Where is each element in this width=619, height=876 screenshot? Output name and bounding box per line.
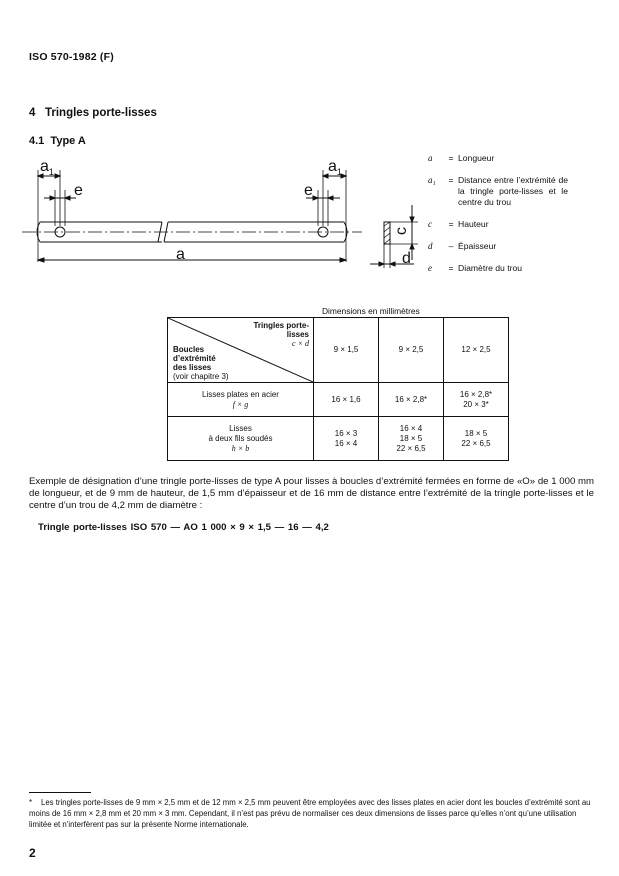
label-d: d	[402, 250, 411, 267]
column-header: 12 × 2,5	[444, 318, 509, 383]
table-cell	[379, 417, 444, 461]
legend-sign: =	[448, 175, 454, 185]
table-row	[168, 417, 509, 461]
legend-text: Épaisseur	[458, 241, 497, 251]
legend-symbol: a₁	[428, 175, 436, 185]
standard-reference: ISO 570-1982 (F)	[29, 51, 114, 63]
column-header: 9 × 2,5	[379, 318, 444, 383]
label-e-left: e	[74, 182, 83, 199]
legend-sign: =	[448, 153, 454, 163]
cell-value: 16 × 4	[334, 438, 358, 448]
column-header: 9 × 1,5	[314, 318, 379, 383]
cell-value: 16 × 2,8*	[394, 394, 428, 404]
corner-top-line: c × d	[292, 339, 309, 348]
legend-text: Hauteur	[458, 219, 489, 229]
legend-sign: =	[448, 219, 454, 229]
section-number: 4	[29, 107, 36, 119]
table-row	[168, 318, 509, 383]
legend-symbol: c	[428, 219, 432, 229]
section-title: Tringles porte-lisses	[45, 107, 157, 119]
table-cell	[379, 383, 444, 417]
corner-top-line: Tringles porte-	[253, 321, 309, 330]
table-cell	[444, 383, 509, 417]
legend-symbol: a	[428, 153, 433, 163]
corner-bottom-line: Boucles	[173, 345, 205, 354]
legend-row	[428, 219, 568, 230]
corner-bottom-line: d’extrémité	[173, 354, 216, 363]
row-label-line: h × b	[231, 443, 250, 453]
legend-text: Distance entre l’extrémité de la tringle porte-lisses et le centre du trou	[458, 175, 568, 207]
legend-row	[428, 153, 568, 164]
cell-value: 22 × 6,5	[396, 443, 426, 453]
label-a1-right: $a_1$	[328, 158, 342, 178]
cell-value: 16 × 4	[399, 423, 423, 433]
dimensions-note: Dimensions en millimètres	[322, 306, 420, 316]
cell-value: 16 × 1,6	[331, 394, 361, 404]
designation-line: Tringle porte-lisses ISO 570 — AO 1 000 × 9 × 1,5 — 16 — 4,2	[38, 522, 329, 533]
table-cell	[314, 383, 379, 417]
row-header	[168, 383, 314, 417]
row-label-line: Lisses	[229, 423, 252, 433]
cell-value: 16 × 2,8*	[459, 389, 493, 399]
legend-row	[428, 175, 568, 208]
row-header	[168, 417, 314, 461]
row-label-line: à deux fils soudés	[208, 433, 273, 443]
label-a1-left: $a_1$	[40, 158, 54, 178]
row-label-line: Lisses plates en acier	[202, 389, 279, 399]
footnote-text: Les tringles porte-lisses de 9 mm × 2,5 mm et de 12 mm × 2,5 mm peuvent être employées avec des lisses plates en acier dont les boucles d’extrémité sont au moins de 16 mm × 2,8 mm et 20 mm × 3 mm. Cependant, il n’est pas prévu de normaliser ces deux dimensions de lisses parce qu’elles n’ont qu’une utilisation limitée et n’interfèrent pas sur la présente Norme internationale.	[29, 798, 591, 829]
corner-bottom-line: (voir chapitre 3)	[173, 372, 229, 381]
table-corner-cell	[168, 318, 314, 383]
corner-bottom-label	[173, 345, 229, 381]
cell-value: 18 × 5	[399, 433, 423, 443]
cell-value: 20 × 3*	[463, 399, 489, 409]
cell-value: 22 × 6,5	[461, 438, 491, 448]
footnote-separator	[29, 792, 91, 793]
corner-top-label	[253, 321, 309, 348]
symbol-legend	[428, 153, 568, 285]
table-cell	[444, 417, 509, 461]
legend-row	[428, 241, 568, 252]
legend-text: Longueur	[458, 153, 495, 163]
corner-bottom-line: des lisses	[173, 363, 212, 372]
page-number: 2	[29, 846, 36, 860]
legend-sign: –	[448, 241, 454, 251]
dimensions-table	[167, 317, 509, 461]
cell-value: 16 × 3	[334, 428, 358, 438]
subsection-title: Type A	[50, 135, 86, 147]
legend-symbol: e	[428, 263, 432, 273]
subsection-number: 4.1	[29, 135, 45, 147]
row-label-line: f × g	[232, 399, 249, 409]
corner-top-line: lisses	[286, 330, 309, 339]
legend-text: Diamètre du trou	[458, 263, 523, 273]
cell-value: 18 × 5	[464, 428, 488, 438]
legend-sign: =	[448, 263, 454, 273]
legend-row	[428, 263, 568, 274]
label-a: a	[176, 246, 185, 263]
table-cell	[314, 417, 379, 461]
legend-symbol: d	[428, 241, 433, 251]
table-row	[168, 383, 509, 417]
footnote-mark: *	[29, 798, 33, 807]
designation-example-text: Exemple de désignation d’une tringle porte-lisses de type A pour lisses à boucles d’extrémité fermées en forme de «O» de 1 000 mm de longueur, et de 9 mm de hauteur, de 1,5 mm d’épaisseur et de 16 mm de distance entre l’extrémité de la tringle porte-lisses et le centre d’un trou de 4,2 mm de diamètre :	[29, 476, 594, 511]
footnote	[29, 797, 594, 830]
label-e-right: e	[304, 182, 313, 199]
label-c: c	[393, 227, 410, 235]
